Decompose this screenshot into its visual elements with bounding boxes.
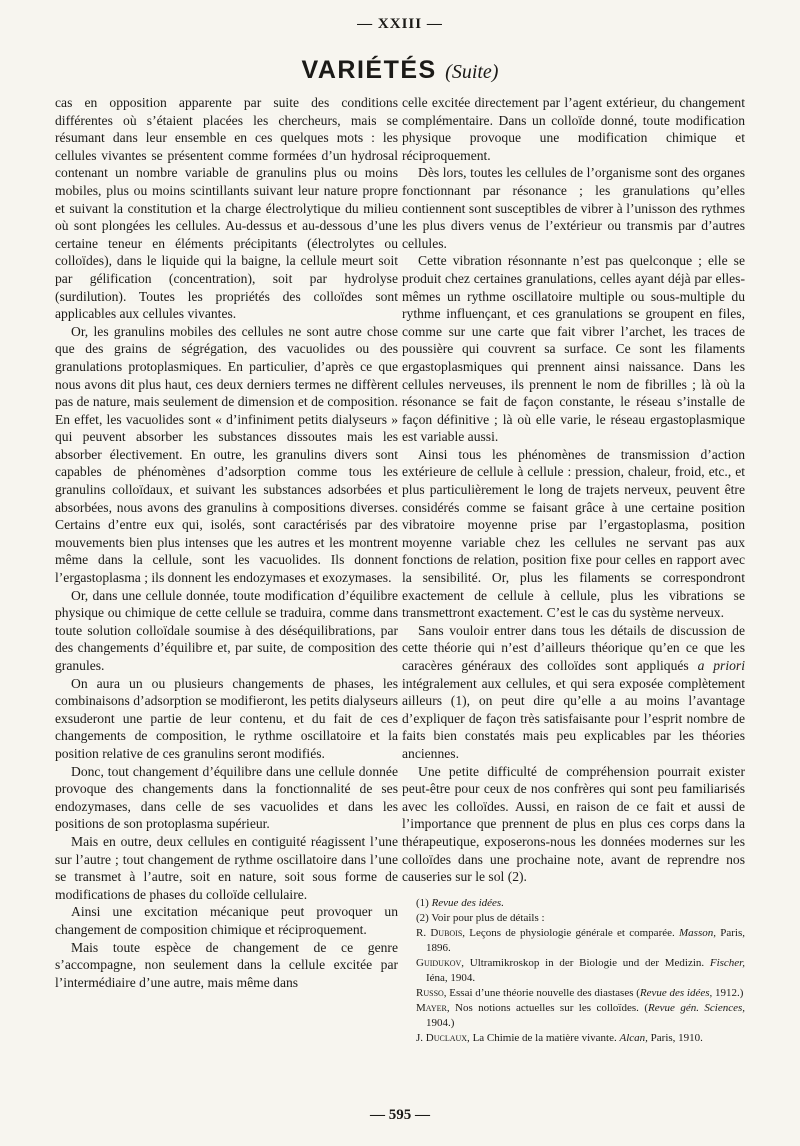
left-column [55,94,398,991]
reference-1-tail: Paris, 1896. [426,926,745,954]
footnote-2-text: Voir pour plus de détails : [431,911,545,924]
right-column [402,94,745,1046]
reference-5-author: J. Duclaux, [416,1031,470,1044]
reference-1-text: Leçons de physiologie générale et comparée. [465,926,679,939]
left-paragraph-3: Or, dans une cellule donnée, toute modification d’équilibre physique ou chimique de cette cellule se traduira, comme dans toute solution colloïdale soumise à des déséquilibrations, par des changements d’équilibre et, par suite, de composition des granules. [55,587,398,673]
reference-5 [402,1031,745,1046]
reference-4 [402,1001,745,1031]
title-sub: (Suite) [445,61,499,83]
right-paragraph-5-italic: a priori [697,658,745,673]
footnote-1-mark: (1) [416,896,429,909]
right-paragraph-6: Une petite difficulté de compréhension pourrait exister peut-être pour ceux de nos confrères qui sont peu familiarisés avec les colloïdes. Aussi, en raison de ce fait et aussi de l’importance que prennent de plus en plus ces corps dans la thérapeutique, exposerons-nous les données modernes sur les colloïdes dans une prochaine note, avant de reprendre nos causeries sur le sol (2). [402,763,745,885]
reference-5-tail: Paris, 1910. [647,1031,703,1044]
reference-4-text: Nos notions actuelles sur les colloïdes. ( [449,1001,649,1014]
section-title [0,56,800,85]
footnote-2 [402,911,745,926]
right-paragraph-5-a: Sans vouloir entrer dans tous les détails de discussion de cette théorie qui n’est d’ailleurs théorique qu’en ce que les caracères généraux des colloïdes sont appliqués [402,622,745,673]
right-paragraph-2: Dès lors, toutes les cellules de l’organisme sont des organes fonctionnant par résonance ; les granulations qu’elles contiennent sont susceptibles de vibrer à l’unisson des rythmes les plus divers venus de l’extérieur ou transmis par d’autres cellules. [402,165,745,251]
reference-1-author: R. Dubois, [416,926,466,939]
reference-2-tail: Iéna, 1904. [426,971,476,984]
right-paragraph-4: Ainsi tous les phénomènes de transmission d’action extérieure de cellule à cellule : pression, chaleur, froid, etc., et plus particulièrement le long de trajets nerveux, peuvent être considérés comme se faisant grâce à une certaine position vibratoire moyenne prise par l’ergastoplasma, position moyenne variable chez les cellules ne servant pas aux fonctions de relation, position fixe pour celles en rapport avec la sensibilité. Or, plus les filaments se correspondront exactement de cellule à cellule, plus les vibrations se transmettront exactement. C’est le cas du système nerveux. [402,446,745,621]
footnote-1-text: Revue des idées. [431,896,504,909]
right-paragraph-5 [402,622,745,763]
reference-3 [402,986,745,1001]
reference-2 [402,956,745,986]
right-paragraph-3: Cette vibration résonnante n’est pas quelconque ; elle se produit chez certaines granulations, celles ayant déjà par elles-mêmes un rythme oscillatoire multiple ou sous-multiple du rythme influençant, et ces granulations se groupent en files, comme sur une carte que fait vibrer l’archet, les traces de poussière qui couvrent sa surface. Ce sont les filaments ergastoplasmiques qui prennent ainsi naissance. Dans les cellules nerveuses, ils prennent le nom de fibrilles ; là où la résonance se fait de façon constante, le réseau s’installe de façon définitive ; là où elle varie, le réseau ergastoplasmique est variable aussi. [402,253,745,445]
reference-2-author: Guidukov, [416,956,465,969]
reference-4-author: Mayer, [416,1001,450,1014]
left-paragraph-7: Ainsi une excitation mécanique peut provoquer un changement de composition chimique et réciproquement. [55,904,398,937]
reference-3-pub: Revue des idées, [639,986,713,999]
right-paragraph-5-b: intégralement aux cellules, et qui sera exposée complètement ailleurs (1), on peut dire qu’elle a au moins l’avantage d’expliquer de façon très satisfaisante pour l’esprit nombre de faits bien constatés mais peu explicables par les théories anciennes. [402,675,745,761]
footnote-1 [402,896,745,911]
left-paragraph-4: On aura un ou plusieurs changements de phases, les combinaisons d’adsorption se modifieront, les petits dialyseurs exsuderont une partie de leur contenu, et du fait de ces changements de composition, le rythme oscillatoire et la position relative de ces granulins seront modifiés. [55,675,398,761]
reference-3-text: Essai d’une théorie nouvelle des diastases ( [446,986,640,999]
footnotes [402,896,745,1046]
reference-1 [402,926,745,956]
left-paragraph-1: cas en opposition apparente par suite des conditions différentes où s’étaient placées les chercheurs, mais se résumant dans leur ensemble en ces quelques mots : les cellules vivantes se présentent comme formées d’un hydrosal contenant un nombre variable de granulins plus ou moins mobiles, plus ou moins scintillants suivant leur nature propre et suivant la constitution et la charge électrolytique du milieu où sont plongées les cellules. Au-dessus et au-dessous d’une certaine teneur en éléments précipitants (électrolytes ou colloïdes), dans le liquide qui la baigne, la cellule meurt soit par gélification (concentration), soit par hydrolyse (surdilution). Toutes les propriétés des colloïdes sont applicables aux cellules vivantes. [55,95,398,322]
reference-5-text: La Chimie de la matière vivante. [469,1031,620,1044]
left-paragraph-6: Mais en outre, deux cellules en contiguité réagissent l’une sur l’autre ; tout changement de rythme oscillatoire dans l’une se transmet à l’autre, soit en nature, soit sous forme de modifications de phases du colloïde cellulaire. [55,833,398,902]
left-paragraph-5: Donc, tout changement d’équilibre dans une cellule donnée provoque des changements dans la fonctionnalité de ses endozymases, dans celle de ses vacuolides et dans les positions de son protoplasma supérieur. [55,763,398,832]
reference-3-author: Russo, [416,986,447,999]
reference-2-pub: Fischer, [709,956,745,969]
title-main: VARIÉTÉS [301,56,437,84]
reference-4-tail: 1904.) [426,1016,455,1029]
reference-2-text: Ultramikroskop in der Biologie und der Medizin. [464,956,710,969]
reference-1-pub: Masson, [679,926,716,939]
reference-4-pub: Revue gén. Sciences, [648,1001,745,1014]
reference-5-pub: Alcan, [619,1031,648,1044]
left-paragraph-2: Or, les granulins mobiles des cellules ne sont autre chose que des grains de ségrégation, des vacuolides ou des granulations protoplasmiques. En particulier, d’après ce que nous avons dit plus haut, ces deux derniers termes ne diffèrent pas de nature, mais seulement de dimension et de composition. En effet, les vacuolides sont « d’infiniment petits dialyseurs » qui peuvent absorber les substances dissoutes mais les absorber électivement. En outre, les granulins divers sont capables de phénomènes d’adsorption comme tous les granulins colloïdaux, et suivant les substances adsorbées et absorbées, nous avons des granulins à compositions diverses. Certains d’entre eux qui, isolés, sont caractérisés par des mouvements bien plus intenses que les autres et les montrent même dans la cellule, sont les vacuolides. Ils donnent l’ergastoplasma ; ils donnent les endozymases et exozymases. [55,323,398,586]
right-paragraph-1: celle excitée directement par l’agent extérieur, du changement complémentaire. Dans un colloïde donné, toute modification physique provoque une modification chimique et réciproquement. [402,95,745,163]
footnote-2-mark: (2) [416,911,429,924]
page-header-roman: — XXIII — [357,16,443,32]
page-number: — 595 — [370,1107,430,1123]
left-paragraph-8: Mais toute espèce de changement de ce genre s’accompagne, non seulement dans la cellule excitée par l’intermédiaire d’une autre, mais même dans [55,939,398,990]
reference-3-tail: 1912.) [712,986,744,999]
